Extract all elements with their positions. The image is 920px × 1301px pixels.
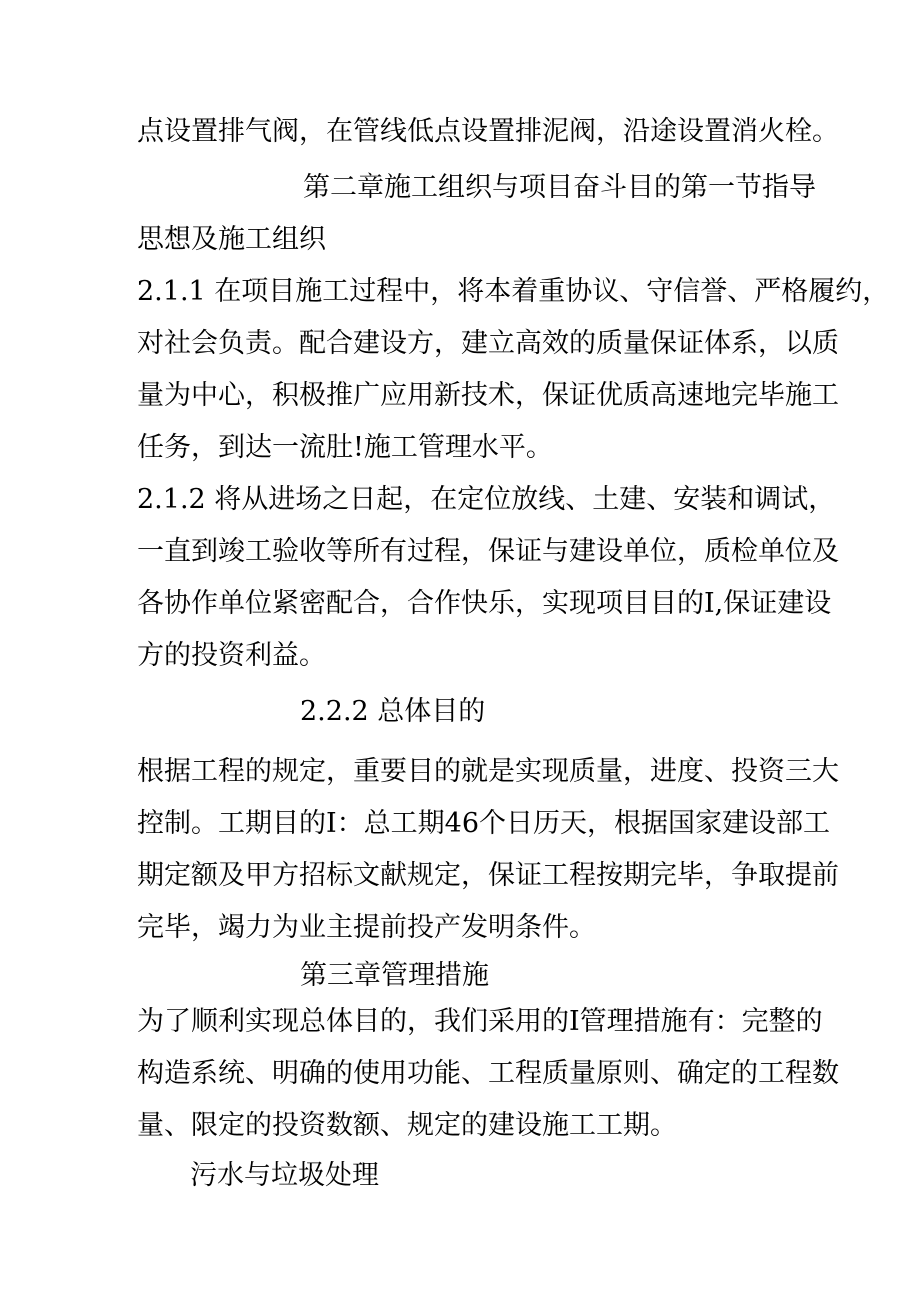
- section-2-2-2-line-1: 根据工程的规定，重要目的就是实现质量，进度、投资三大: [137, 756, 839, 787]
- chapter-3-line-2: 构造系统、明确的使用功能、工程质量原则、确定的工程数: [137, 1058, 839, 1089]
- chapter-3-line-1: 为了顺利实现总体目的，我们采用的I管理措施有：完整的: [137, 1006, 823, 1037]
- body-line-1: 点设置排气阀，在管线低点设置排泥阀，沿途设置消火栓。: [137, 116, 839, 147]
- section-2-1-1-line-1: 2.1.1 在项目施工过程中，将本着重协议、守信誉、严格履约，: [137, 276, 890, 307]
- section-2-1-2-line-1: 2.1.2 将从进场之日起，在定位放线、土建、安装和调试，: [137, 484, 836, 515]
- section-2-1-1-line-2: 对社会负责。配合建设方，建立高效的质量保证体系，以质: [137, 328, 839, 359]
- chapter-heading-2: 第二章施工组织与项目奋斗目的第一节指导: [303, 172, 816, 203]
- section-2-1-2-line-3: 各协作单位紧密配合，合作快乐，实现项目目的I,保证建设: [137, 588, 832, 619]
- section-2-1-2-line-4: 方的投资利益。: [137, 640, 326, 671]
- section-2-1-1-line-3: 量为中心，积极推广应用新技术，保证优质高速地完毕施工: [137, 380, 839, 411]
- subheading-sewage: 污水与垃圾处理: [190, 1160, 379, 1191]
- section-2-2-2-line-2: 控制。工期目的I：总工期46个日历天，根据国家建设部工: [137, 808, 831, 839]
- chapter-heading-2-cont: 思想及施工组织: [137, 224, 326, 255]
- section-2-1-1-line-4: 任务，到达一流肚!施工管理水平。: [137, 432, 553, 463]
- section-2-2-2-line-4: 完毕，竭力为业主提前投产发明条件。: [137, 912, 596, 943]
- section-2-1-2-line-2: 一直到竣工验收等所有过程，保证与建设单位，质检单位及: [137, 536, 839, 567]
- chapter-3-line-3: 量、限定的投资数额、规定的建设施工工期。: [137, 1110, 677, 1141]
- section-heading-2-2-2: 2.2.2 总体目的: [300, 696, 486, 727]
- section-2-2-2-line-3: 期定额及甲方招标文献规定，保证工程按期完毕，争取提前: [137, 860, 839, 891]
- chapter-heading-3: 第三章管理措施: [300, 960, 489, 991]
